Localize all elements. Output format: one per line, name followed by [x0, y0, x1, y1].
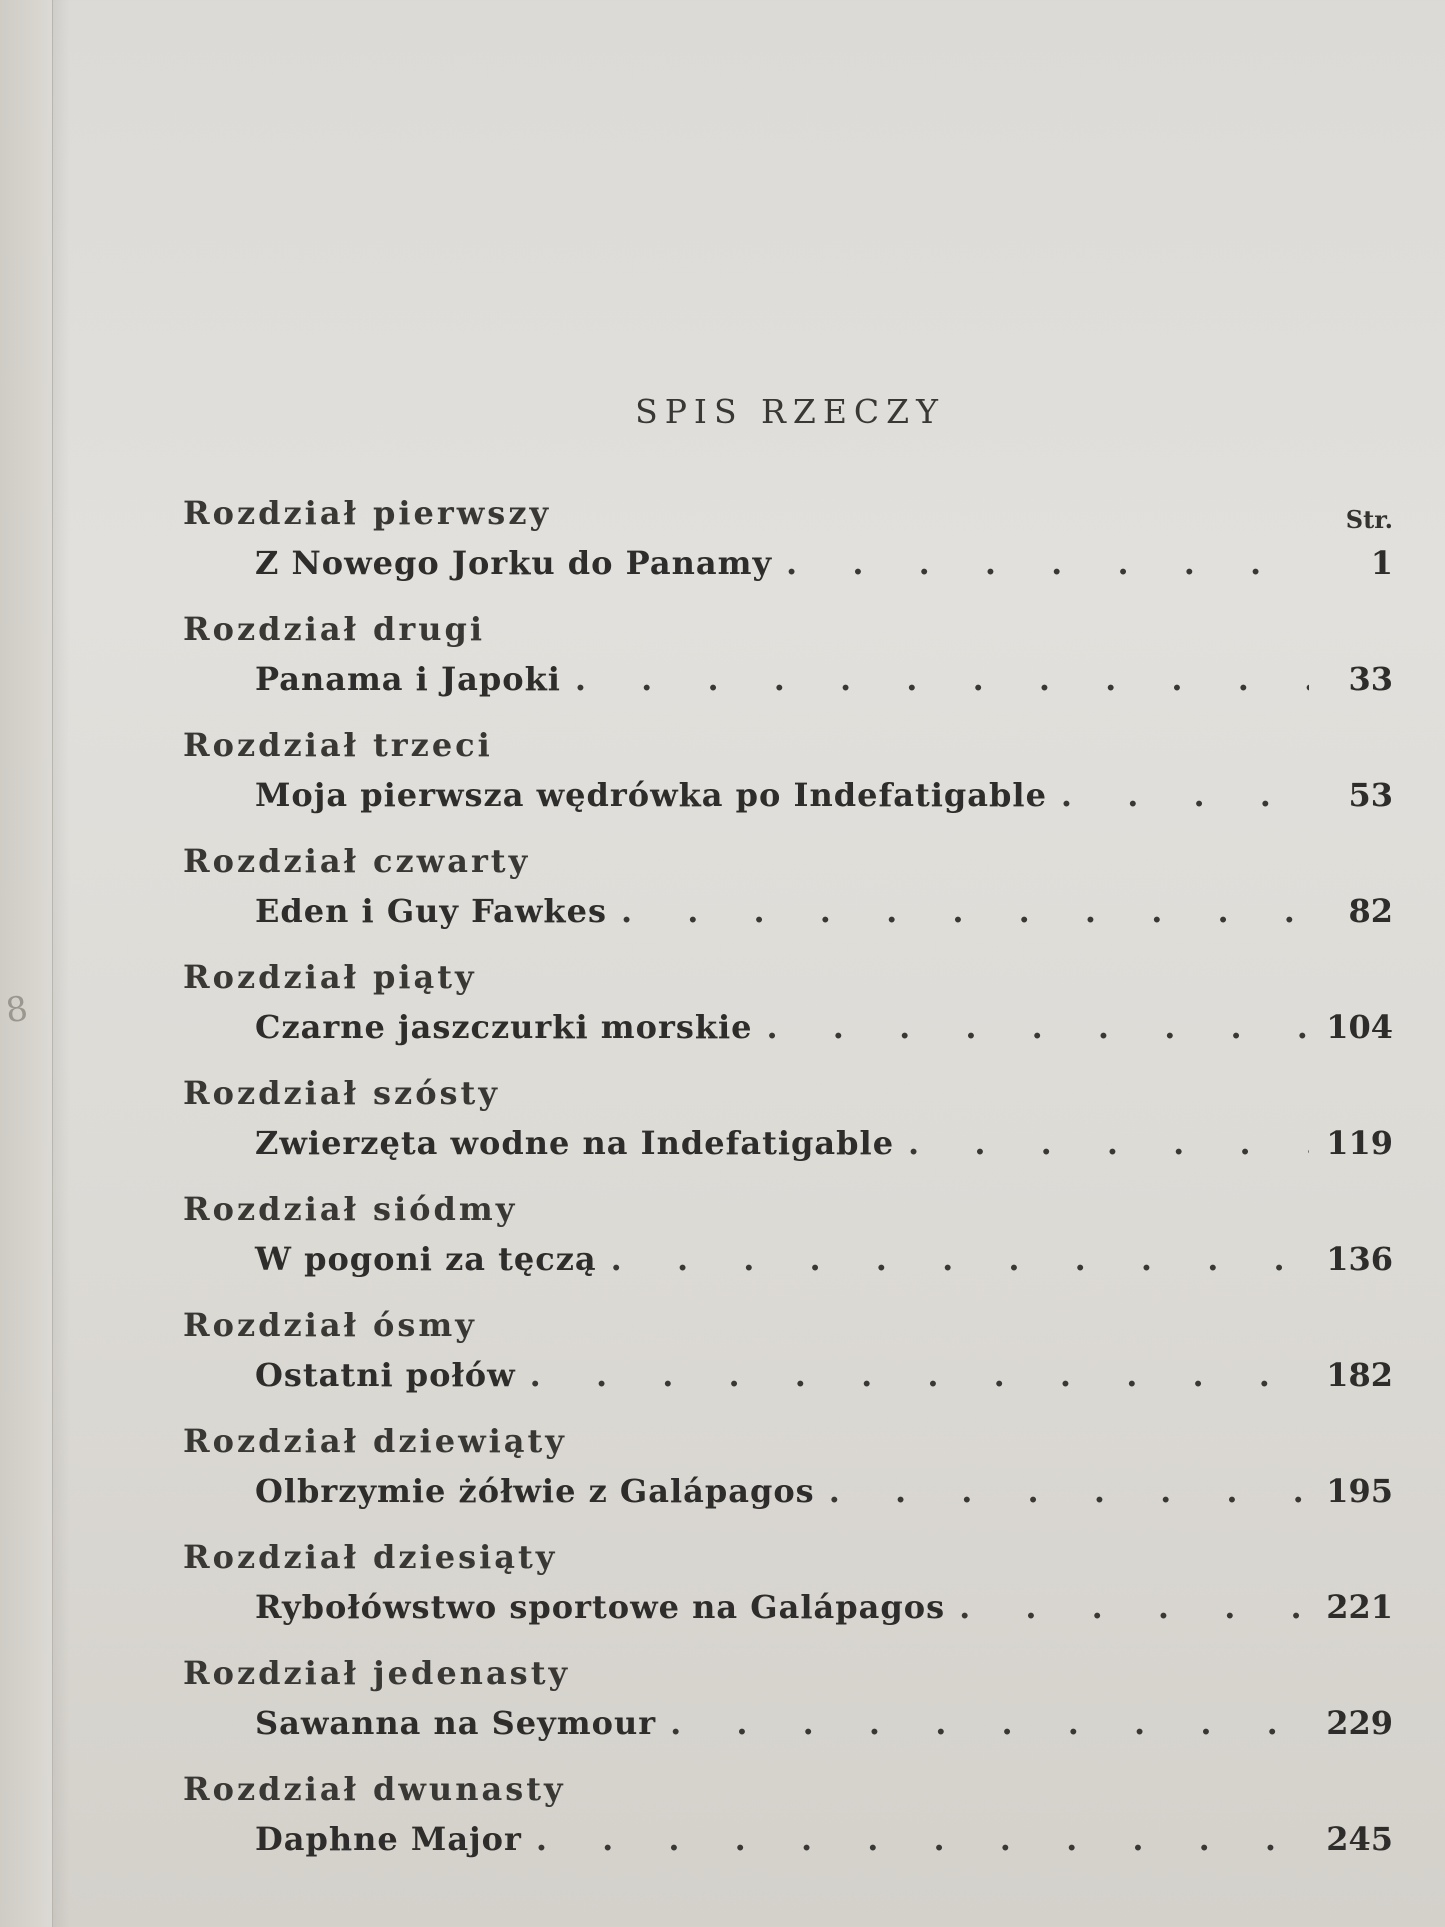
chapter-title: Z Nowego Jorku do Panamy	[255, 544, 773, 582]
page-number: 229	[1326, 1704, 1393, 1742]
chapter-title: Moja pierwsza wędrówka po Indefatigable	[255, 776, 1047, 814]
chapter-title: Ostatni połów	[255, 1356, 516, 1394]
toc-entry	[183, 1184, 1393, 1300]
toc-line	[183, 654, 1393, 704]
toc-line	[183, 1002, 1393, 1052]
toc-line	[183, 1350, 1393, 1400]
dot-leader	[829, 1466, 1309, 1516]
toc-entry	[183, 1416, 1393, 1532]
toc-line	[183, 1118, 1393, 1168]
chapter-heading: Rozdział dziewiąty	[183, 1422, 567, 1460]
toc-entry	[183, 1532, 1393, 1648]
dot-leader	[621, 886, 1309, 936]
chapter-title: Olbrzymie żółwie z Galápagos	[255, 1472, 815, 1510]
chapter-heading: Rozdział siódmy	[183, 1190, 518, 1228]
page-number: 53	[1348, 776, 1393, 814]
toc-line	[183, 1466, 1393, 1516]
dot-leader	[536, 1814, 1309, 1864]
page-number: 82	[1348, 892, 1393, 930]
toc-entry	[183, 604, 1393, 720]
dot-leader	[530, 1350, 1309, 1400]
chapter-title: W pogoni za tęczą	[255, 1240, 597, 1278]
chapter-title: Rybołówstwo sportowe na Galápagos	[255, 1588, 946, 1626]
dot-leader	[1061, 770, 1309, 820]
chapter-title: Eden i Guy Fawkes	[255, 892, 607, 930]
table-of-contents	[183, 488, 1393, 1880]
toc-entry	[183, 1764, 1393, 1880]
page-number: 1	[1370, 544, 1393, 582]
toc-line	[183, 538, 1393, 588]
dot-leader	[959, 1582, 1309, 1632]
page-number: 195	[1326, 1472, 1393, 1510]
chapter-title: Zwierzęta wodne na Indefatigable	[255, 1124, 895, 1162]
chapter-heading: Rozdział piąty	[183, 958, 477, 996]
dot-leader	[611, 1234, 1309, 1284]
page-number: 136	[1326, 1240, 1393, 1278]
chapter-heading: Rozdział pierwszy	[183, 494, 552, 532]
toc-line	[183, 886, 1393, 936]
toc-entry	[183, 1648, 1393, 1764]
toc-entry	[183, 836, 1393, 952]
chapter-heading: Rozdział czwarty	[183, 842, 531, 880]
page-shadow	[52, 0, 70, 1927]
toc-line	[183, 770, 1393, 820]
chapter-heading: Rozdział dziesiąty	[183, 1538, 558, 1576]
margin-note: 8	[3, 988, 31, 1032]
page-number: 245	[1326, 1820, 1393, 1858]
chapter-heading: Rozdział szósty	[183, 1074, 500, 1112]
chapter-title: Sawanna na Seymour	[255, 1704, 657, 1742]
dot-leader	[908, 1118, 1309, 1168]
chapter-heading: Rozdział jedenasty	[183, 1654, 571, 1692]
page-number: 182	[1326, 1356, 1393, 1394]
chapter-title: Panama i Japoki	[255, 660, 561, 698]
toc-line	[183, 1234, 1393, 1284]
page-edge	[0, 0, 53, 1927]
chapter-heading: Rozdział trzeci	[183, 726, 493, 764]
toc-entry	[183, 1068, 1393, 1184]
toc-entry	[183, 720, 1393, 836]
page-column-label: Str.	[1345, 505, 1393, 534]
page-number: 33	[1348, 660, 1393, 698]
chapter-heading: Rozdział dwunasty	[183, 1770, 566, 1808]
chapter-heading: Rozdział drugi	[183, 610, 486, 648]
page-number: 221	[1326, 1588, 1393, 1626]
toc-entry	[183, 1300, 1393, 1416]
toc-line	[183, 1582, 1393, 1632]
toc-entry	[183, 952, 1393, 1068]
chapter-title: Czarne jaszczurki morskie	[255, 1008, 753, 1046]
chapter-heading: Rozdział ósmy	[183, 1306, 477, 1344]
page-number: 119	[1326, 1124, 1393, 1162]
dot-leader	[575, 654, 1309, 704]
chapter-title: Daphne Major	[255, 1820, 522, 1858]
page-title: SPIS RZECZY	[635, 392, 945, 431]
toc-entry	[183, 488, 1393, 604]
dot-leader	[670, 1698, 1309, 1748]
dot-leader	[767, 1002, 1309, 1052]
page-number: 104	[1326, 1008, 1393, 1046]
toc-line	[183, 1698, 1393, 1748]
toc-line	[183, 1814, 1393, 1864]
dot-leader	[786, 538, 1309, 588]
